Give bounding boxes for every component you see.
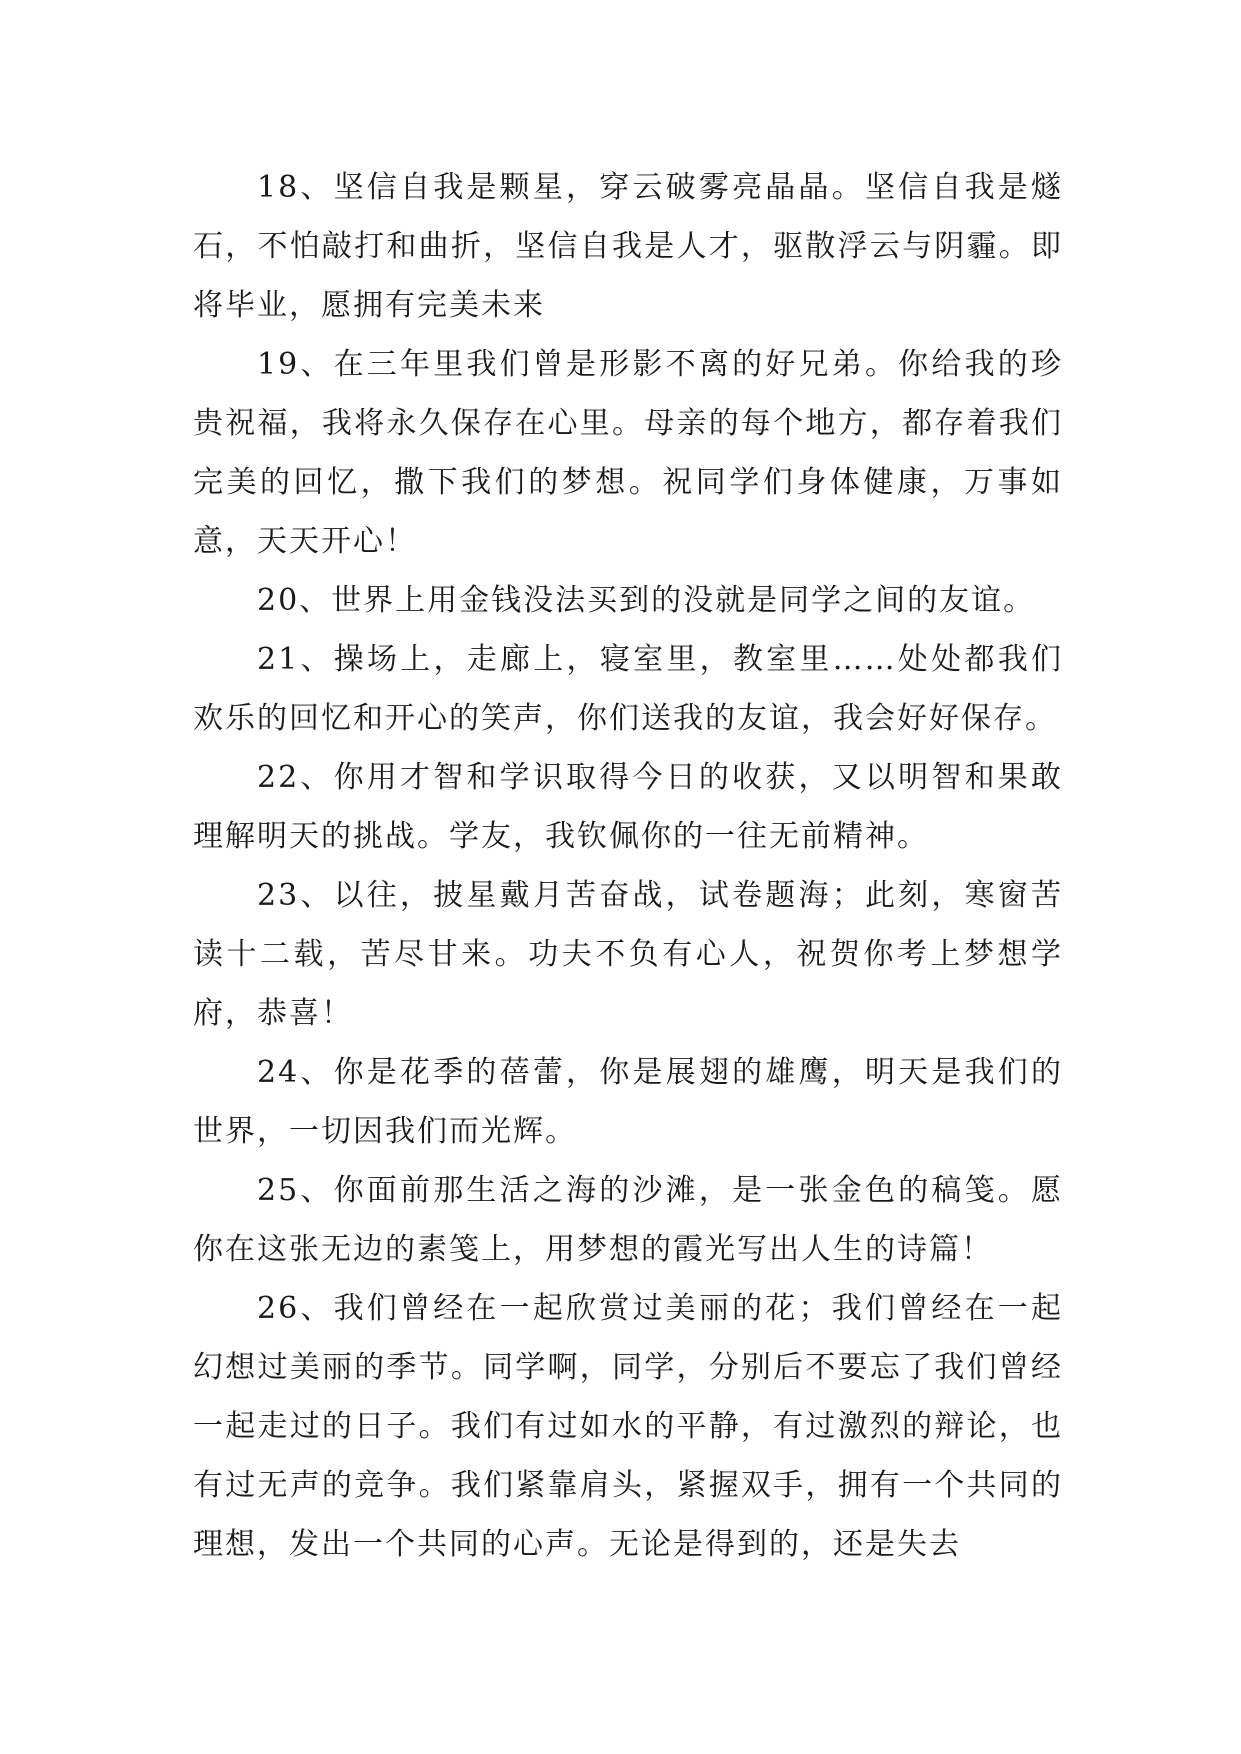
document-body — [193, 158, 1063, 1574]
paragraph-22: 22、你用才智和学识取得今日的收获，又以明智和果敢理解明天的挑战。学友，我钦佩你的一往无前精神。 — [193, 760, 1063, 854]
paragraph-21: 21、操场上，走廊上，寝室里，教室里……处处都我们欢乐的回忆和开心的笑声，你们送我的友谊，我会好好保存。 — [193, 642, 1063, 736]
paragraph-24: 24、你是花季的蓓蕾，你是展翅的雄鹰，明天是我们的世界，一切因我们而光辉。 — [193, 1055, 1063, 1149]
paragraph-20: 20、世界上用金钱没法买到的没就是同学之间的友谊。 — [257, 583, 1036, 618]
paragraph-26: 26、我们曾经在一起欣赏过美丽的花；我们曾经在一起幻想过美丽的季节。同学啊，同学，分别后不要忘了我们曾经一起走过的日子。我们有过如水的平静，有过激烈的辩论，也有过无声的竞争。我们紧靠肩头，紧握双手，拥有一个共同的理想，发出一个共同的心声。无论是得到的，还是失去 — [193, 1291, 1063, 1562]
paragraph-19: 19、在三年里我们曾是形影不离的好兄弟。你给我的珍贵祝福，我将永久保存在心里。母亲的每个地方，都存着我们完美的回忆，撒下我们的梦想。祝同学们身体健康，万事如意，天天开心！ — [193, 347, 1063, 559]
paragraph-25: 25、你面前那生活之海的沙滩，是一张金色的稿笺。愿你在这张无边的素笺上，用梦想的霞光写出人生的诗篇！ — [193, 1173, 1063, 1267]
paragraph-23: 23、以往，披星戴月苦奋战，试卷题海；此刻，寒窗苦读十二载，苦尽甘来。功夫不负有心人，祝贺你考上梦想学府，恭喜！ — [193, 878, 1063, 1031]
paragraph-18: 18、坚信自我是颗星，穿云破雾亮晶晶。坚信自我是燧石，不怕敲打和曲折，坚信自我是人才，驱散浮云与阴霾。即将毕业，愿拥有完美未来 — [193, 170, 1063, 323]
